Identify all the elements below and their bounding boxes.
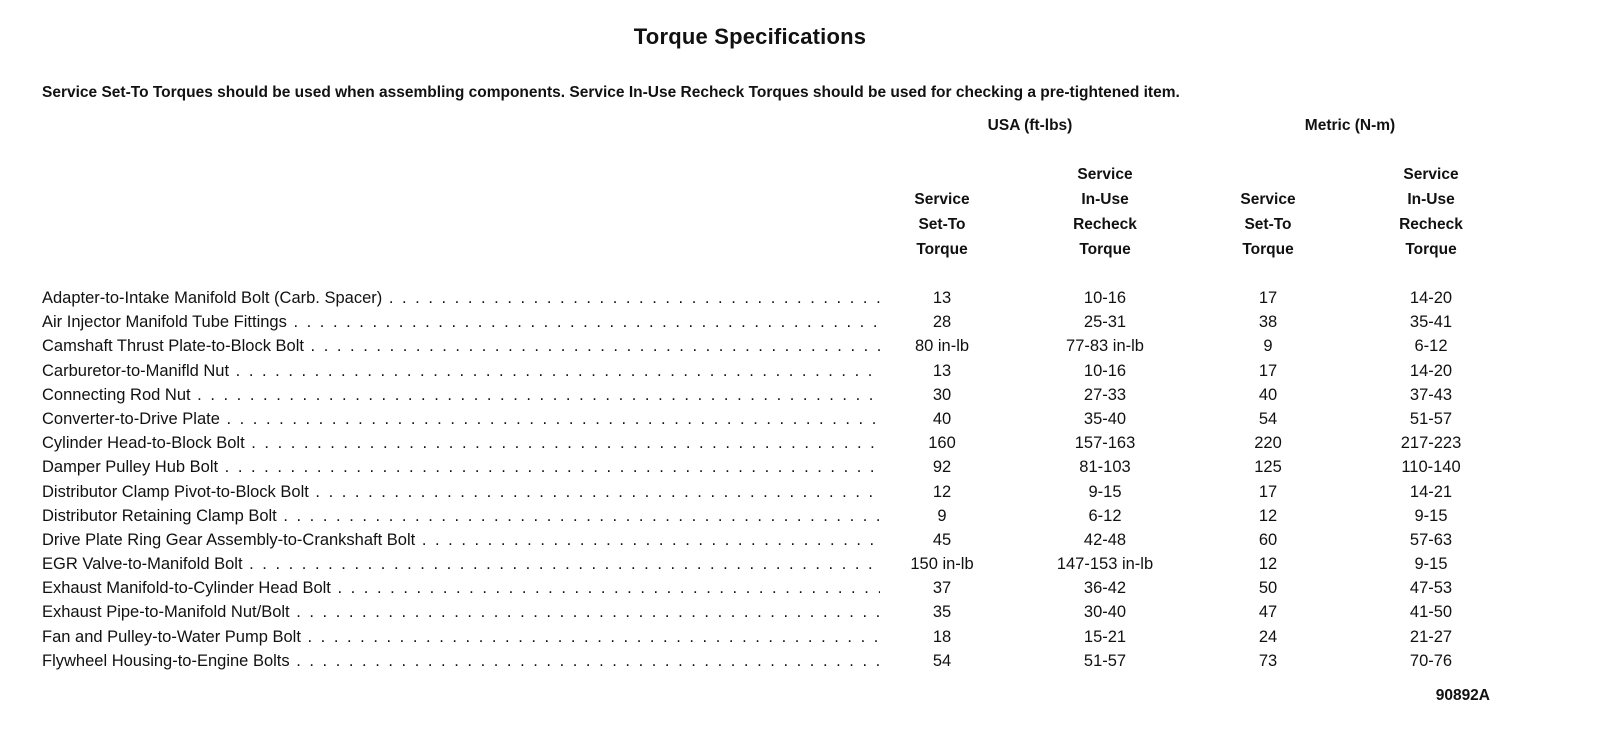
column-header-line: Torque (916, 241, 968, 258)
column-header-line: Recheck (1073, 216, 1137, 233)
metric-set-to-value: 73 (1258, 651, 1278, 670)
metric-recheck-value: 9-15 (1414, 555, 1448, 574)
table-row (0, 576, 1600, 600)
table-row (0, 310, 1600, 334)
component-name: Exhaust Manifold-to-Cylinder Head Bolt . . . (42, 576, 880, 600)
usa-set-to-value: 9 (937, 506, 947, 525)
usa-set-to-value: 13 (932, 289, 952, 307)
group-header-usa: USA (ft-lbs) (987, 117, 1073, 134)
component-name: Air Injector Manifold Tube Fittings . . . (42, 310, 880, 334)
column-header-metric-recheck (1361, 162, 1501, 262)
component-name: Cylinder Head-to-Block Bolt . . . (42, 431, 880, 455)
metric-set-to-value: 17 (1258, 361, 1278, 380)
column-header-line: Service (914, 191, 970, 208)
usa-set-to-value: 30 (932, 385, 952, 404)
usa-set-to-value: 40 (932, 409, 952, 428)
component-name: Damper Pulley Hub Bolt . . . (42, 455, 880, 479)
usa-recheck-value: 9-15 (1088, 482, 1122, 501)
metric-recheck-value: 70-76 (1409, 651, 1453, 670)
component-name: Camshaft Thrust Plate-to-Block Bolt . . . (42, 334, 880, 358)
metric-set-to-value: 40 (1258, 385, 1278, 404)
table-row (0, 359, 1600, 383)
table-row (0, 431, 1600, 455)
column-header-line: Set-To (918, 216, 966, 233)
group-header-metric: Metric (N-m) (1304, 117, 1396, 134)
column-header-line: Service (1077, 166, 1133, 183)
metric-recheck-value: 51-57 (1409, 409, 1453, 428)
component-name: EGR Valve-to-Manifold Bolt . . . (42, 552, 880, 576)
torque-table (0, 286, 1600, 673)
component-name: Drive Plate Ring Gear Assembly-to-Crankshaft Bolt . . . (42, 528, 880, 552)
usa-recheck-value: 27-33 (1083, 385, 1127, 404)
component-name: Exhaust Pipe-to-Manifold Nut/Bolt . . . (42, 600, 880, 624)
metric-set-to-value: 47 (1258, 603, 1278, 622)
metric-recheck-value: 6-12 (1414, 337, 1448, 356)
metric-set-to-value: 12 (1258, 555, 1278, 574)
usa-set-to-value: 18 (932, 627, 952, 646)
usa-set-to-value: 160 (928, 434, 956, 453)
usa-set-to-value: 35 (932, 603, 952, 622)
metric-set-to-value: 54 (1258, 409, 1278, 428)
metric-set-to-value: 38 (1258, 313, 1278, 332)
figure-code: 90892A (1435, 687, 1490, 704)
table-row (0, 480, 1600, 504)
usa-recheck-value: 35-40 (1083, 409, 1127, 428)
usa-set-to-value: 80 in-lb (914, 337, 970, 356)
table-row (0, 407, 1600, 431)
component-name: Connecting Rod Nut . . . (42, 383, 880, 407)
component-name: Distributor Retaining Clamp Bolt . . . (42, 504, 880, 528)
component-name: Carburetor-to-Manifld Nut . . . (42, 359, 880, 383)
column-header-line: Set-To (1244, 216, 1292, 233)
metric-recheck-value: 14-21 (1409, 482, 1453, 501)
column-header-line: In-Use (1081, 191, 1129, 208)
usa-set-to-value: 37 (932, 579, 952, 598)
metric-set-to-value: 9 (1263, 337, 1273, 356)
metric-recheck-value: 47-53 (1409, 579, 1453, 598)
table-row (0, 600, 1600, 624)
table-row (0, 504, 1600, 528)
usa-recheck-value: 25-31 (1083, 313, 1127, 332)
column-header-usa-recheck (1035, 162, 1175, 262)
usa-recheck-value: 77-83 in-lb (1066, 337, 1144, 356)
usa-recheck-value: 6-12 (1088, 506, 1122, 525)
metric-recheck-value: 57-63 (1409, 530, 1453, 549)
column-header-line: Recheck (1399, 216, 1463, 233)
usa-recheck-value: 36-42 (1083, 579, 1127, 598)
column-header-line: Torque (1079, 241, 1131, 258)
page-title: Torque Specifications (633, 24, 867, 49)
table-row (0, 625, 1600, 649)
metric-set-to-value: 17 (1258, 289, 1278, 307)
metric-set-to-value: 50 (1258, 579, 1278, 598)
table-row (0, 455, 1600, 479)
usa-recheck-value: 42-48 (1083, 530, 1127, 549)
table-row (0, 383, 1600, 407)
table-row (0, 552, 1600, 576)
metric-recheck-value: 35-41 (1409, 313, 1453, 332)
metric-recheck-value: 14-20 (1409, 289, 1453, 307)
usa-recheck-value: 147-153 in-lb (1056, 555, 1154, 574)
column-header-line: In-Use (1407, 191, 1455, 208)
column-header-usa-set-to (872, 162, 1012, 262)
metric-recheck-value: 37-43 (1409, 385, 1453, 404)
usa-set-to-value: 54 (932, 651, 952, 670)
column-header-line: Service (1240, 191, 1296, 208)
metric-set-to-value: 12 (1258, 506, 1278, 525)
component-name: Adapter-to-Intake Manifold Bolt (Carb. Spacer) . . . (42, 286, 880, 310)
usa-recheck-value: 157-163 (1074, 434, 1136, 453)
component-name: Distributor Clamp Pivot-to-Block Bolt . . . (42, 480, 880, 504)
column-header-line: Torque (1405, 241, 1457, 258)
table-row (0, 528, 1600, 552)
usa-set-to-value: 28 (932, 313, 952, 332)
metric-recheck-value: 110-140 (1401, 458, 1461, 477)
metric-set-to-value: 60 (1258, 530, 1278, 549)
metric-recheck-value: 14-20 (1409, 361, 1453, 380)
metric-set-to-value: 220 (1254, 434, 1282, 453)
usa-recheck-value: 51-57 (1083, 651, 1127, 670)
table-row (0, 334, 1600, 358)
metric-recheck-value: 217-223 (1400, 434, 1462, 453)
usa-set-to-value: 150 in-lb (910, 555, 974, 574)
component-name: Converter-to-Drive Plate . . . (42, 407, 880, 431)
usa-recheck-value: 15-21 (1083, 627, 1127, 646)
usa-recheck-value: 10-16 (1083, 361, 1127, 380)
metric-set-to-value: 125 (1254, 458, 1282, 477)
table-row (0, 286, 1600, 310)
usa-set-to-value: 92 (932, 458, 952, 477)
metric-set-to-value: 17 (1258, 482, 1278, 501)
metric-recheck-value: 41-50 (1409, 603, 1453, 622)
usage-note: Service Set-To Torques should be used when assembling components. Service In-Use Recheck Torques should be used for checking a pre-tightened item. (42, 84, 1180, 101)
table-row (0, 649, 1600, 673)
usa-recheck-value: 30-40 (1083, 603, 1127, 622)
metric-set-to-value: 24 (1258, 627, 1278, 646)
column-header-metric-set-to (1198, 162, 1338, 262)
metric-recheck-value: 9-15 (1414, 506, 1448, 525)
usa-recheck-value: 10-16 (1083, 289, 1127, 307)
metric-recheck-value: 21-27 (1409, 627, 1453, 646)
column-header-line: Service (1403, 166, 1459, 183)
usa-set-to-value: 12 (932, 482, 952, 501)
usa-set-to-value: 13 (932, 361, 952, 380)
component-name: Fan and Pulley-to-Water Pump Bolt . . . (42, 625, 880, 649)
column-header-line: Torque (1242, 241, 1294, 258)
usa-recheck-value: 81-103 (1079, 458, 1131, 477)
component-name: Flywheel Housing-to-Engine Bolts . . . (42, 649, 880, 673)
usa-set-to-value: 45 (932, 530, 952, 549)
